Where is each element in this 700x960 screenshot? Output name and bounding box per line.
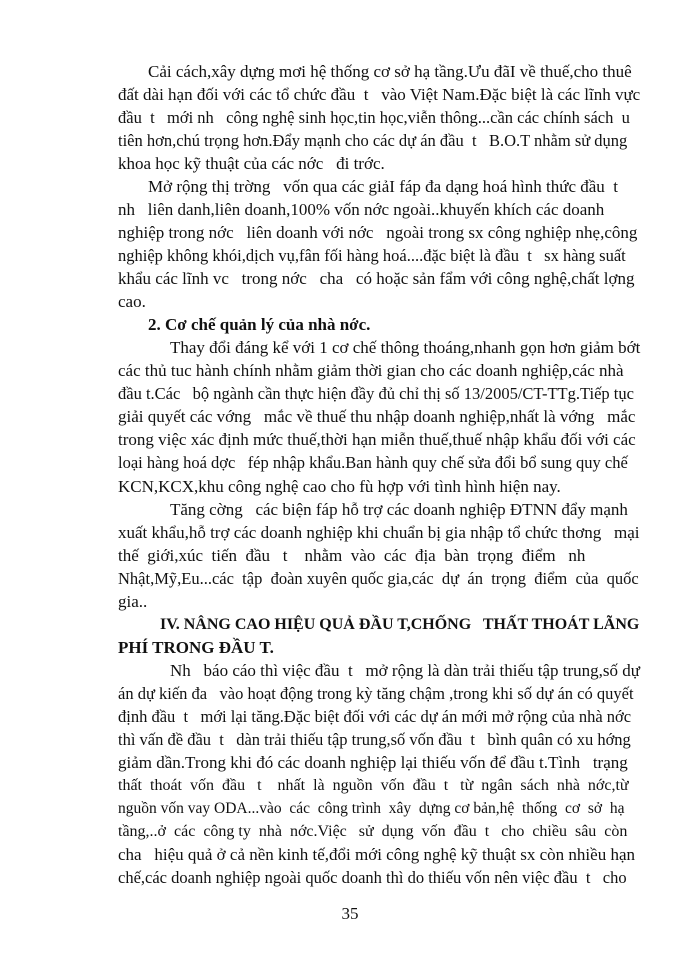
text-line: giảm dần.Trong khi đó các doanh nghiệp lại thiếu vốn để đầu t.Tình trạng: [118, 753, 628, 772]
text-line: nh liên danh,liên doanh,100% vốn nớc ngoài..khuyến khích các doanh: [118, 200, 605, 219]
page-number: 35: [341, 904, 359, 923]
text-line: KCN,KCX,khu công nghệ cao cho fù hợp với tình hình hiện nay.: [118, 477, 561, 496]
text-line: các thủ tuc hành chính nhằm giảm thời gian cho các doanh nghiệp,các nhà: [118, 361, 624, 380]
text-line: đất dài hạn đối với các tổ chức đầu t vào Việt Nam.Đặc biệt là các lĩnh vực: [118, 85, 641, 104]
text-line: đầu t mới nh công nghệ sinh học,tin học,viễn thông...cần các chính sách u: [118, 108, 630, 127]
text-line: nghiệp trong nớc liên doanh với nớc ngoài trong sx công nghiệp nhẹ,công: [118, 223, 638, 242]
text-line: gia..: [118, 592, 148, 611]
text-line: thế giới,xúc tiến đầu t nhằm vào các địa bàn trọng điểm nh: [118, 546, 586, 565]
text-line: xuất khẩu,hỗ trợ các doanh nghiệp khi chuẩn bị gia nhập tổ chức thơng mại: [118, 523, 640, 542]
text-line: Tăng cờng các biện fáp hỗ trợ các doanh nghiệp ĐTNN đẩy mạnh: [170, 500, 628, 519]
text-line: giải quyết các vớng mắc về thuế thu nhập doanh nghiệp,nhất là vớng mắc: [118, 407, 636, 426]
text-line: tầng,..ở các công ty nhà nớc.Việc sử dụng vốn đầu t cho chiều sâu còn: [118, 823, 628, 840]
text-line: Thay đổi đáng kể với 1 cơ chế thông thoáng,nhanh gọn hơn giảm bớt: [170, 338, 641, 357]
text-line: loại hàng hoá dợc fép nhập khẩu.Ban hành quy chế sửa đổi bổ sung quy chế: [118, 453, 628, 472]
text-line: định đầu t mới lại tăng.Đặc biệt đối với các dự án mới mở rộng của nhà nớc: [118, 707, 632, 726]
heading-line: PHÍ TRONG ĐẦU T.: [118, 638, 274, 657]
text-line: cao.: [118, 292, 146, 311]
text-line: nguồn vốn vay ODA...vào các công trình xây dựng cơ bản,hệ thống cơ sở hạ: [118, 800, 625, 817]
text-line: khoa học kỹ thuật của các nớc đi trớc.: [118, 154, 385, 173]
text-line: nghiệp không khói,dịch vụ,fân fối hàng hoá....đặc biệt là đầu t sx hàng suất: [118, 246, 626, 265]
heading-line: IV. NÂNG CAO HIỆU QUẢ ĐẦU T,CHỐNG THẤT THOÁT LÃNG: [160, 616, 640, 633]
text-line: đầu t.Các bộ ngành cần thực hiện đầy đủ chỉ thị số 13/2005/CT-TTg.Tiếp tục: [118, 384, 634, 403]
text-line: Nhật,Mỹ,Eu...các tập đoàn xuyên quốc gia,các dự án trọng điểm của quốc: [118, 569, 639, 588]
text-line: thì vấn đề đầu t dàn trải thiếu tập trung,số vốn đầu t bình quân có xu hớng: [118, 730, 631, 749]
text-line: tiên hơn,chú trọng hơn.Đẩy mạnh cho các dự án đầu t B.O.T nhằm sử dụng: [118, 131, 628, 150]
text-line: chế,các doanh nghiệp ngoài quốc doanh thì do thiếu vốn nên việc đầu t cho: [118, 868, 627, 887]
text-line: khẩu các lĩnh vc trong nớc cha có hoặc sản fẩm với công nghệ,chất lợng: [118, 269, 635, 288]
text-line: thất thoát vốn đầu t nhất là nguồn vốn đầu t từ ngân sách nhà nớc,từ: [118, 777, 629, 794]
section-heading-management: 2. Cơ chế quản lý của nhà nớc.: [148, 315, 371, 334]
text-line: Nh báo cáo thì việc đầu t mở rộng là dàn trải thiếu tập trung,số dự: [170, 661, 641, 680]
text-line: án dự kiến đa vào hoạt động trong kỳ tăng chậm ,trong khi số dự án có quyết: [118, 684, 634, 703]
text-line: Mở rộng thị trờng vốn qua các giảI fáp đa dạng hoá hình thức đầu t: [148, 177, 619, 196]
text-line: trong việc xác định mức thuế,thời hạn miễn thuế,thuế nhập khẩu đối với các: [118, 430, 636, 449]
text-line: cha hiệu quả ở cả nền kinh tế,đổi mới công nghệ kỹ thuật sx còn nhiều hạn: [118, 845, 635, 864]
text-line: Cải cách,xây dựng mơi hệ thống cơ sở hạ tầng.Ưu đãI về thuế,cho thuê: [148, 62, 632, 81]
